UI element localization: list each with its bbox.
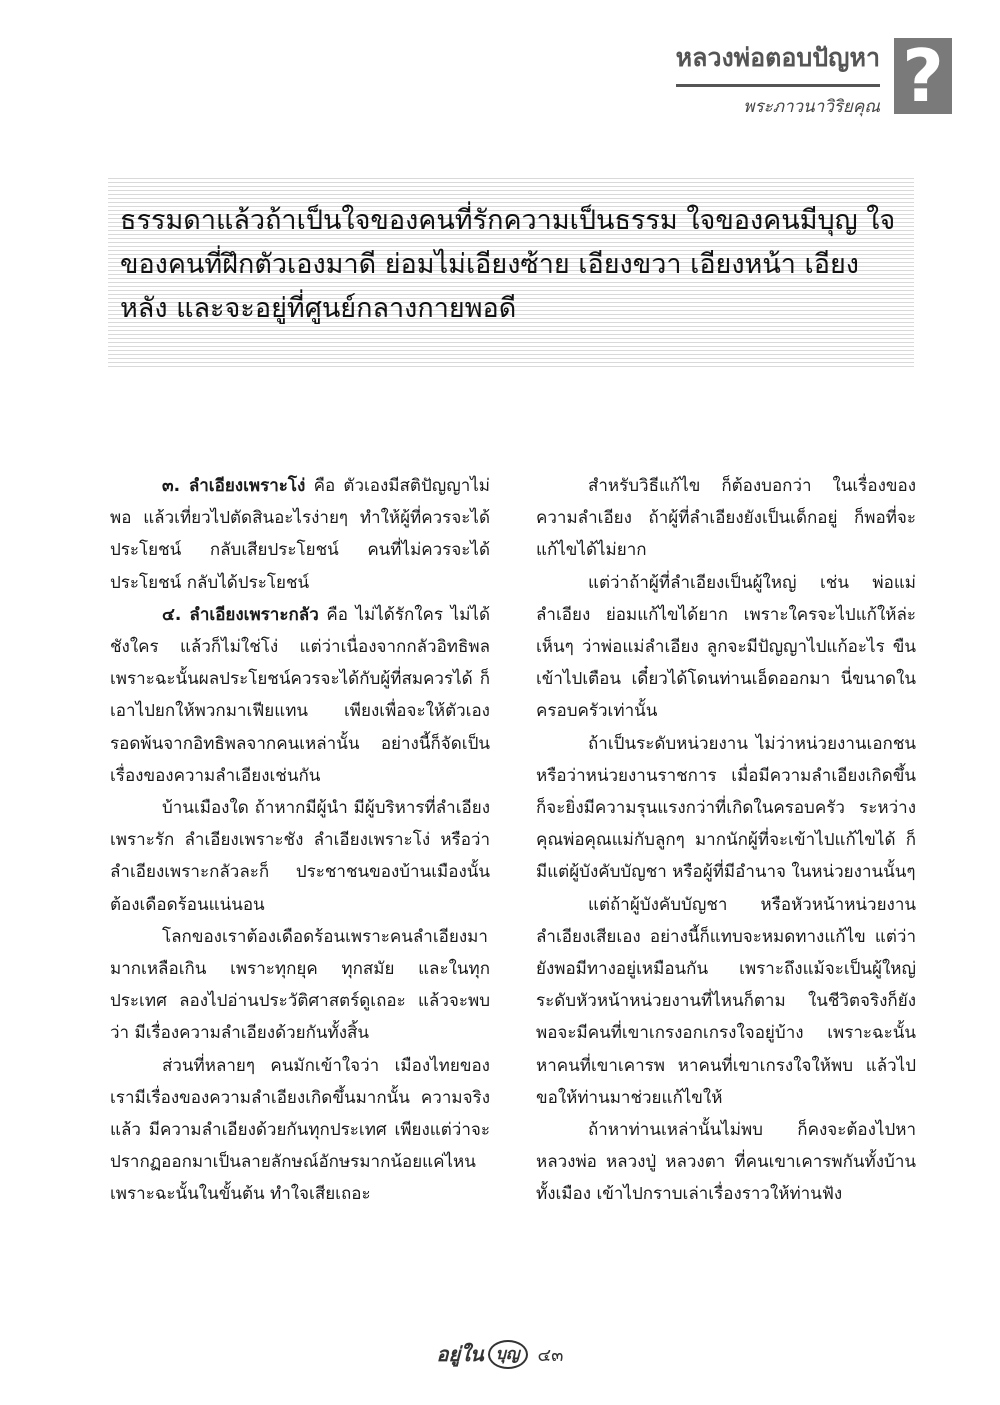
paragraph [110,792,490,921]
magazine-logo [437,1338,528,1370]
pull-quote-text: ธรรมดาแล้วถ้าเป็นใจของคนที่รักความเป็นธรรม ใจของคนมีบุญ ใจของคนที่ฝึกตัวเองมาดี ย่อมไม่เอียงซ้าย เอียงขวา เอียงหน้า เอียงหลัง และจะอยู่ที่ศูนย์กลางกายพอดี [120,205,896,324]
paragraph [110,599,490,792]
paragraph: แต่ว่าถ้าผู้ที่ลำเอียงเป็นผู้ใหญ่ เช่น พ่อแม่ลำเอียง ย่อมแก้ไขได้ยาก เพราะใครจะไปแก้ให้ล่ะ เห็นๆ ว่าพ่อแม่ลำเอียง ลูกจะมีปัญญาไปแก้อะไร ขืนเข้าไปเตือน เดี๋ยวได้โดนท่านเอ็ดออกมา นี่ขนาดในครอบครัวเท่านั้น [536,572,916,722]
paragraph: สำหรับวิธีแก้ไข ก็ต้องบอกว่า ในเรื่องของความลำเอียง ถ้าผู้ที่ลำเอียงยังเป็นเด็กอยู่ ก็พอที่จะแก้ไขได้ไม่ยาก [536,476,916,561]
page-header [675,34,952,120]
paragraph: ถ้าเป็นระดับหน่วยงาน ไม่ว่าหน่วยงานเอกชน หรือว่าหน่วยงานราชการ เมื่อมีความลำเอียงเกิดขึ้น ก็จะยิ่งมีความรุนแรงกว่าที่เกิดในครอบครัว ระหว่างคุณพ่อคุณแม่กับลูกๆ มากนักผู้ที่จะเข้าไปแก้ไขได้ ก็มีแต่ผู้บังคับบัญชา หรือผู้ที่มีอำนาจ ในหน่วยงานนั้นๆ [536,733,916,883]
question-mark-icon: ? [894,38,952,114]
pull-quote-box [108,177,914,367]
column-author: พระภาวนาวิริยคุณ [743,97,880,117]
paragraph: ถ้าหาท่านเหล่านั้นไม่พบ ก็คงจะต้องไปหาหลวงพ่อ หลวงปู่ หลวงตา ที่คนเขาเคารพกันทั้งบ้านทั้งเมือง เข้าไปกราบเล่าเรื่องราวให้ท่านฟัง [536,1120,916,1205]
right-column [536,470,916,1211]
paragraph-body: คือ ตัวเองมีสติปัญญาไม่พอ แล้วเที่ยวไปตัดสินอะไรง่ายๆ ทำให้ผู้ที่ควรจะได้ประโยชน์ กลับเสียประโยชน์ คนที่ไม่ควรจะได้ประโยชน์ กลับได้ประโยชน์ [110,476,491,593]
left-column [110,470,490,1211]
logo-ring-text: บุญ [488,1340,528,1369]
page-footer [0,1338,1000,1370]
paragraph [110,921,490,1050]
paragraph: แต่ถ้าผู้บังคับบัญชา หรือหัวหน้าหน่วยงานลำเอียงเสียเอง อย่างนี้ก็แทบจะหมดทางแก้ไข แต่ว่ายังพอมีทางอยู่เหมือนกัน เพราะถึงแม้จะเป็นผู้ใหญ่ระดับหัวหน้าหน่วยงานที่ไหนก็ตาม ในชีวิตจริงก็ยังพอจะมีคนที่เขาเกรงอกเกรงใจอยู่บ้าง เพราะฉะนั้นหาคนที่เขาเคารพ หาคนที่เขาเกรงใจให้พบ แล้วไปขอให้ท่านมาช่วยแก้ไขให้ [536,894,916,1108]
paragraph-body: โลกของเราต้องเดือดร้อนเพราะคนลำเอียงมามากเหลือเกิน เพราะทุกยุค ทุกสมัย และในทุกประเทศ ลองไปอ่านประวัติศาสตร์ดูเถอะ แล้วจะพบว่า มีเรื่องความลำเอียงด้วยกันทั้งสิ้น [110,926,490,1044]
paragraph [110,1050,490,1211]
column-title: หลวงพ่อตอบปัญหา [676,38,880,87]
paragraph-heading: ๔. ลำเอียงเพราะกลัว [162,604,319,625]
paragraph-body: คือ ไม่ได้รักใคร ไม่ได้ชังใคร แล้วก็ไม่ใช่โง่ แต่ว่าเนื่องจากกลัวอิทธิพล เพราะฉะนั้นผลประโยชน์ควรจะได้กับผู้ที่สมควรได้ ก็เอาไปยกให้พวกมาเฟียแทน เพียงเพื่อจะให้ตัวเองรอดพ้นจากอิทธิพลจากคนเหล่านั้น อย่างนี้ก็จัดเป็นเรื่องของความลำเอียงเช่นกัน [110,604,490,786]
header-text [676,38,880,120]
page-number: ๔๓ [537,1344,564,1366]
logo-text: อยู่ใน [436,1342,484,1366]
paragraph-heading: ๓. ลำเอียงเพราะโง่ [162,476,306,496]
paragraph-body: บ้านเมืองใด ถ้าหากมีผู้นำ มีผู้บริหารที่ลำเอียงเพราะรัก ลำเอียงเพราะชัง ลำเอียงเพราะโง่ หรือว่าลำเอียงเพราะกลัวละก็ ประชาชนของบ้านเมืองนั้น ต้องเดือดร้อนแน่นอน [110,798,490,915]
paragraph-body: ส่วนที่หลายๆ คนมักเข้าใจว่า เมืองไทยของเรามีเรื่องของความลำเอียงเกิดขึ้นมากนั้น ความจริงแล้ว มีความลำเอียงด้วยกันทุกประเทศ เพียงแต่ว่าจะปรากฏออกมาเป็นลายลักษณ์อักษรมากน้อยแค่ไหน เพราะฉะนั้นในขั้นต้น ทำใจเสียเถอะ [110,1055,490,1205]
paragraph [110,470,490,599]
